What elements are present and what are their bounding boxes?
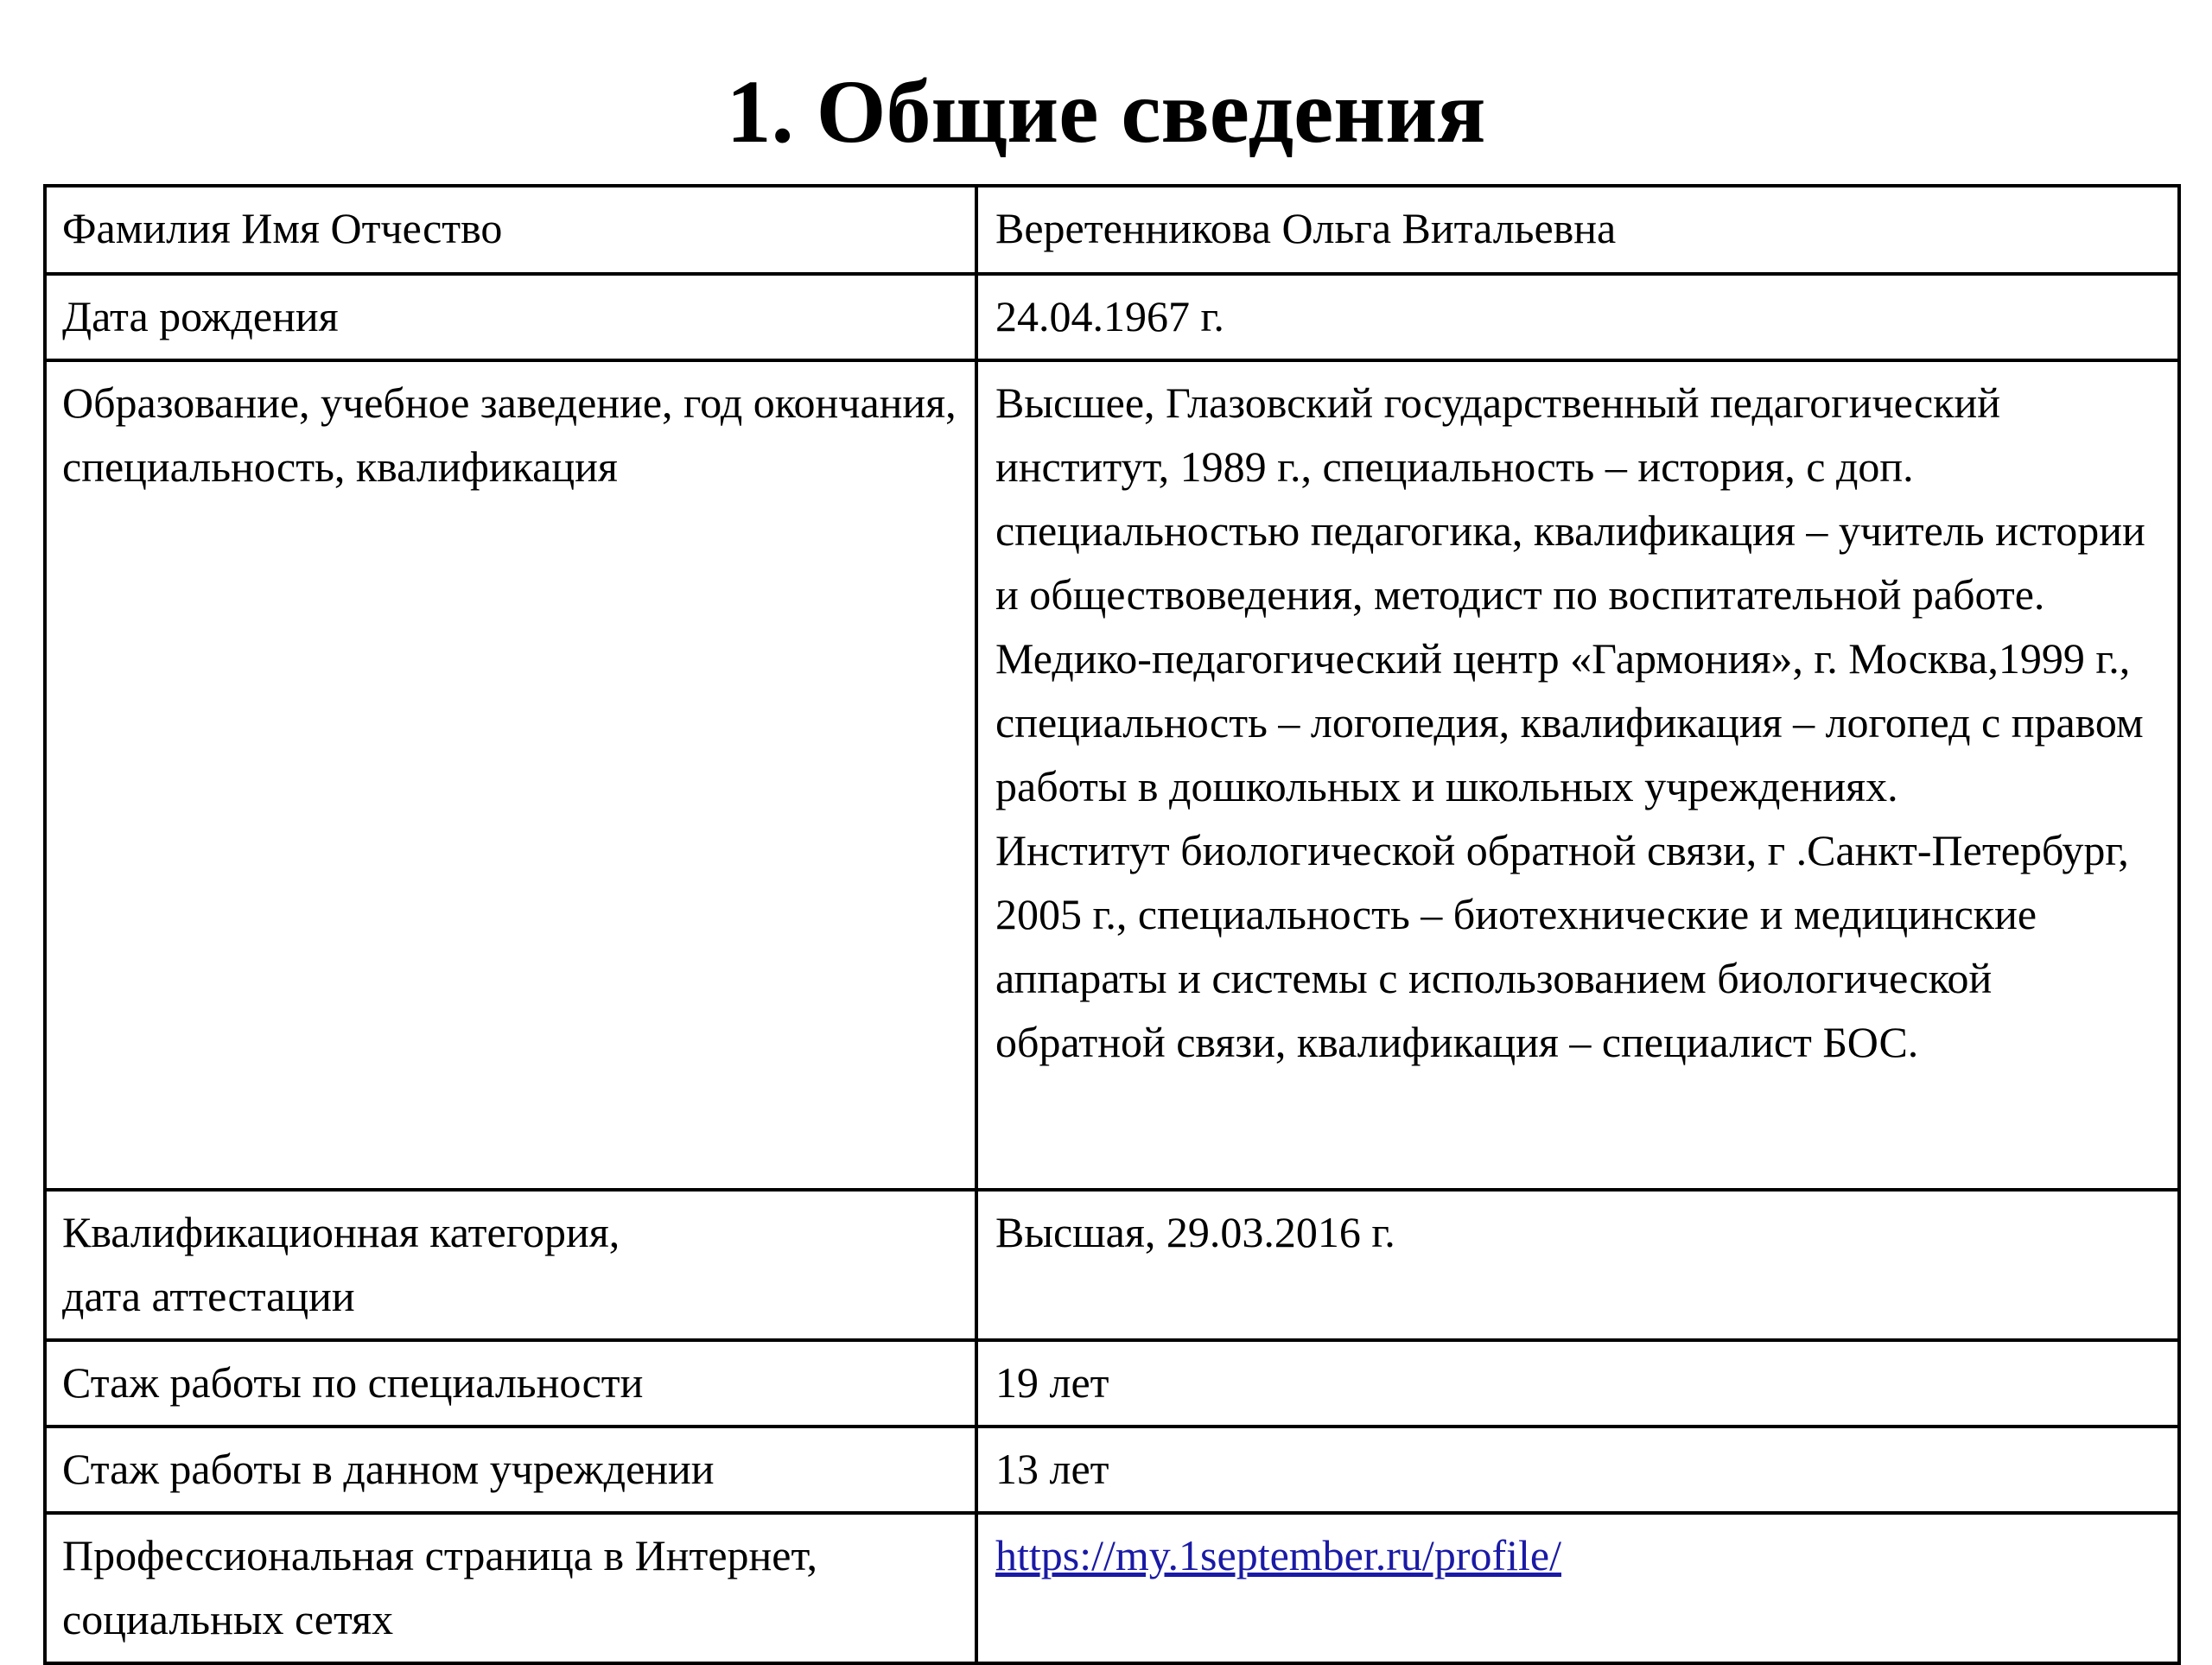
info-table — [43, 184, 2181, 1665]
professional-page-value — [976, 1513, 2179, 1663]
professional-page-label: Профессиональная страница в Интернет, социальных сетях — [45, 1513, 976, 1663]
education-paragraph-3: Институт биологической обратной связи, г .Санкт-Петербург, 2005 г., специальность – биотехнические и медицинские аппараты и системы с использованием биологической обратной связи, квалификация – специалист БОС. — [995, 826, 2129, 1066]
profile-link[interactable]: https://my.1september.ru/profile/ — [995, 1531, 1561, 1579]
institution-experience-value: 13 лет — [976, 1427, 2179, 1513]
institution-experience-label: Стаж работы в данном учреждении — [45, 1427, 976, 1513]
table-row-birth-date — [45, 274, 2179, 360]
specialty-experience-value: 19 лет — [976, 1340, 2179, 1427]
birth-date-label: Дата рождения — [45, 274, 976, 360]
table-row-institution-experience — [45, 1427, 2179, 1513]
education-paragraph-1: Высшее, Глазовский государственный педагогический институт, 1989 г., специальность – история, с доп. специальностью педагогика, квалификация – учитель истории и обществоведения, методист по воспитательной работе. — [995, 378, 2145, 619]
full-name-label: Фамилия Имя Отчество — [45, 186, 976, 274]
specialty-experience-label: Стаж работы по специальности — [45, 1340, 976, 1427]
qualification-category-label — [45, 1190, 976, 1340]
education-label: Образование, учебное заведение, год окончания, специальность, квалификация — [45, 360, 976, 1190]
table-row-full-name — [45, 186, 2179, 274]
qualification-category-label-line2: дата аттестации — [62, 1272, 355, 1320]
table-row-professional-page — [45, 1513, 2179, 1663]
birth-date-value: 24.04.1967 г. — [976, 274, 2179, 360]
qualification-category-value: Высшая, 29.03.2016 г. — [976, 1190, 2179, 1340]
page-title: 1. Общие сведения — [726, 62, 1486, 162]
full-name-value: Веретенникова Ольга Витальевна — [976, 186, 2179, 274]
education-paragraph-2: Медико-педагогический центр «Гармония», г. Москва,1999 г., специальность – логопедия, квалификация – логопед с правом работы в дошкольных и школьных учреждениях. — [995, 634, 2144, 810]
qualification-category-label-line1: Квалификационная категория, — [62, 1208, 620, 1256]
table-row-qualification-category — [45, 1190, 2179, 1340]
table-row-education — [45, 360, 2179, 1190]
education-value — [976, 360, 2179, 1190]
table-row-specialty-experience — [45, 1340, 2179, 1427]
